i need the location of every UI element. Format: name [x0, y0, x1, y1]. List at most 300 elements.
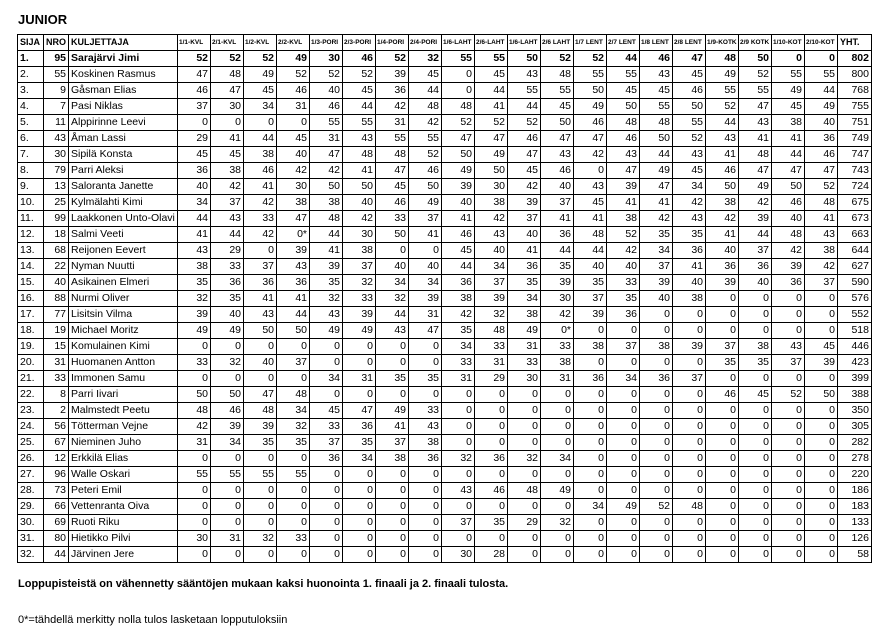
score-cell: 32: [343, 275, 376, 291]
score-cell: 47: [508, 147, 541, 163]
score-cell: 0: [772, 419, 805, 435]
number-cell: 56: [44, 419, 69, 435]
score-cell: 36: [508, 259, 541, 275]
score-cell: 52: [607, 227, 640, 243]
number-cell: 44: [44, 547, 69, 563]
score-cell: 43: [442, 483, 475, 499]
table-row: [18, 179, 872, 195]
position-cell: 10.: [18, 195, 44, 211]
score-cell: 39: [607, 179, 640, 195]
score-cell: 0: [442, 83, 475, 99]
score-cell: 42: [541, 307, 574, 323]
score-cell: 52: [640, 499, 673, 515]
score-cell: 0: [442, 387, 475, 403]
score-cell: 0: [310, 339, 343, 355]
number-cell: 73: [44, 483, 69, 499]
score-cell: 47: [442, 131, 475, 147]
driver-name-cell: Saloranta Janette: [69, 179, 178, 195]
score-cell: 50: [673, 99, 706, 115]
score-cell: 46: [673, 83, 706, 99]
score-cell: 48: [541, 67, 574, 83]
score-cell: 45: [673, 67, 706, 83]
table-row: [18, 451, 872, 467]
number-cell: 2: [44, 403, 69, 419]
note-asterisk: 0*=tähdellä merkitty nolla tulos lasketaan lopputuloksiin: [18, 614, 288, 626]
score-cell: 55: [706, 83, 739, 99]
score-cell: 43: [706, 131, 739, 147]
score-cell: 39: [409, 291, 442, 307]
score-cell: 35: [277, 435, 310, 451]
score-cell: 0: [739, 547, 772, 563]
header-race: 2/1-KVL: [211, 35, 244, 51]
score-cell: 47: [640, 179, 673, 195]
number-cell: 30: [44, 147, 69, 163]
score-cell: 46: [343, 51, 376, 67]
score-cell: 31: [310, 131, 343, 147]
score-cell: 0: [178, 547, 211, 563]
score-cell: 30: [310, 51, 343, 67]
score-cell: 42: [805, 259, 838, 275]
score-cell: 37: [706, 339, 739, 355]
score-cell: 42: [244, 195, 277, 211]
score-cell: 50: [640, 131, 673, 147]
score-cell: 0: [244, 339, 277, 355]
score-cell: 43: [673, 211, 706, 227]
score-cell: 31: [211, 531, 244, 547]
score-cell: 29: [178, 131, 211, 147]
score-cell: 0: [277, 451, 310, 467]
score-cell: 0: [409, 339, 442, 355]
position-cell: 24.: [18, 419, 44, 435]
score-cell: 0: [442, 467, 475, 483]
score-cell: 37: [442, 515, 475, 531]
score-cell: 34: [343, 451, 376, 467]
score-cell: 0: [541, 547, 574, 563]
score-cell: 50: [805, 387, 838, 403]
score-cell: 41: [772, 131, 805, 147]
score-cell: 40: [442, 195, 475, 211]
score-cell: 50: [277, 323, 310, 339]
score-cell: 34: [376, 275, 409, 291]
number-cell: 79: [44, 163, 69, 179]
number-cell: 22: [44, 259, 69, 275]
score-cell: 0: [475, 387, 508, 403]
score-cell: 42: [244, 227, 277, 243]
score-cell: 41: [310, 243, 343, 259]
header-race: 1/8 LENT: [640, 35, 673, 51]
score-cell: 39: [706, 275, 739, 291]
score-cell: 45: [343, 83, 376, 99]
score-cell: 0: [244, 115, 277, 131]
score-cell: 34: [409, 275, 442, 291]
score-cell: 44: [409, 83, 442, 99]
score-cell: 40: [607, 259, 640, 275]
score-cell: 34: [211, 435, 244, 451]
score-cell: 0: [739, 403, 772, 419]
score-cell: 52: [310, 67, 343, 83]
number-cell: 66: [44, 499, 69, 515]
score-cell: 38: [475, 195, 508, 211]
total-cell: 768: [838, 83, 872, 99]
score-cell: 50: [178, 387, 211, 403]
position-cell: 6.: [18, 131, 44, 147]
score-cell: 0: [376, 387, 409, 403]
number-cell: 25: [44, 195, 69, 211]
score-cell: 55: [277, 467, 310, 483]
table-row: [18, 419, 872, 435]
score-cell: 0: [541, 403, 574, 419]
score-cell: 46: [475, 483, 508, 499]
score-cell: 36: [805, 131, 838, 147]
score-cell: 0: [706, 323, 739, 339]
score-cell: 0: [541, 435, 574, 451]
score-cell: 0: [673, 387, 706, 403]
score-cell: 42: [178, 419, 211, 435]
score-cell: 49: [574, 99, 607, 115]
score-cell: 37: [409, 211, 442, 227]
total-cell: 800: [838, 67, 872, 83]
score-cell: 37: [739, 243, 772, 259]
score-cell: 35: [211, 291, 244, 307]
score-cell: 55: [607, 67, 640, 83]
score-cell: 0: [277, 499, 310, 515]
score-cell: 35: [607, 291, 640, 307]
score-cell: 41: [607, 195, 640, 211]
total-cell: 576: [838, 291, 872, 307]
score-cell: 0: [607, 515, 640, 531]
score-cell: 38: [508, 307, 541, 323]
score-cell: 45: [277, 131, 310, 147]
score-cell: 55: [541, 83, 574, 99]
position-cell: 21.: [18, 371, 44, 387]
score-cell: 0: [508, 467, 541, 483]
score-cell: 43: [376, 323, 409, 339]
score-cell: 43: [343, 131, 376, 147]
score-cell: 0: [772, 291, 805, 307]
score-cell: 0: [409, 499, 442, 515]
score-cell: 0: [277, 483, 310, 499]
score-cell: 37: [343, 259, 376, 275]
score-cell: 44: [541, 243, 574, 259]
score-cell: 37: [244, 259, 277, 275]
score-cell: 42: [706, 211, 739, 227]
score-cell: 40: [640, 291, 673, 307]
score-cell: 40: [772, 211, 805, 227]
score-cell: 0: [673, 435, 706, 451]
score-cell: 31: [409, 307, 442, 323]
score-cell: 52: [442, 115, 475, 131]
score-cell: 41: [409, 227, 442, 243]
score-cell: 44: [178, 211, 211, 227]
table-row: [18, 467, 872, 483]
score-cell: 0: [739, 435, 772, 451]
table-row: [18, 371, 872, 387]
table-row: [18, 131, 872, 147]
score-cell: 0: [739, 307, 772, 323]
total-cell: 724: [838, 179, 872, 195]
score-cell: 36: [673, 243, 706, 259]
score-cell: 41: [508, 243, 541, 259]
score-cell: 34: [640, 243, 673, 259]
header-pos: SIJA: [18, 35, 44, 51]
score-cell: 30: [475, 179, 508, 195]
number-cell: 69: [44, 515, 69, 531]
score-cell: 0: [772, 483, 805, 499]
score-cell: 31: [475, 355, 508, 371]
table-row: [18, 51, 872, 67]
score-cell: 0: [805, 515, 838, 531]
position-cell: 16.: [18, 291, 44, 307]
score-cell: 55: [376, 131, 409, 147]
score-cell: 48: [409, 99, 442, 115]
total-cell: 58: [838, 547, 872, 563]
score-cell: 40: [178, 179, 211, 195]
score-cell: 0: [211, 115, 244, 131]
score-cell: 41: [178, 227, 211, 243]
score-cell: 0: [805, 323, 838, 339]
score-cell: 0: [739, 419, 772, 435]
score-cell: 0: [178, 371, 211, 387]
score-cell: 0: [706, 371, 739, 387]
score-cell: 38: [706, 195, 739, 211]
score-cell: 55: [574, 67, 607, 83]
score-cell: 32: [244, 531, 277, 547]
score-cell: 45: [739, 387, 772, 403]
score-cell: 35: [574, 275, 607, 291]
score-cell: 0: [640, 323, 673, 339]
score-cell: 0: [376, 467, 409, 483]
score-cell: 0: [673, 419, 706, 435]
number-cell: 80: [44, 531, 69, 547]
score-cell: 0: [640, 531, 673, 547]
score-cell: 0: [277, 547, 310, 563]
score-cell: 45: [178, 147, 211, 163]
score-cell: 0: [442, 67, 475, 83]
score-cell: 50: [541, 115, 574, 131]
score-cell: 46: [772, 195, 805, 211]
score-cell: 35: [244, 435, 277, 451]
score-cell: 47: [739, 163, 772, 179]
score-cell: 41: [574, 211, 607, 227]
header-race: 1/2-KVL: [244, 35, 277, 51]
score-cell: 36: [409, 451, 442, 467]
table-row: [18, 515, 872, 531]
score-cell: 0: [541, 499, 574, 515]
score-cell: 0: [772, 547, 805, 563]
score-cell: 0: [673, 483, 706, 499]
total-cell: 749: [838, 131, 872, 147]
driver-name-cell: Parri Iivari: [69, 387, 178, 403]
score-cell: 39: [442, 179, 475, 195]
score-cell: 43: [739, 115, 772, 131]
driver-name-cell: Vettenranta Oiva: [69, 499, 178, 515]
score-cell: 41: [541, 211, 574, 227]
score-cell: 33: [409, 403, 442, 419]
score-cell: 0: [574, 451, 607, 467]
score-cell: 47: [607, 163, 640, 179]
score-cell: 46: [277, 83, 310, 99]
score-cell: 30: [178, 531, 211, 547]
header-race: 1/3-PORI: [310, 35, 343, 51]
driver-name-cell: Malmstedt Peetu: [69, 403, 178, 419]
score-cell: 35: [541, 259, 574, 275]
position-cell: 7.: [18, 147, 44, 163]
score-cell: 0: [607, 323, 640, 339]
score-cell: 44: [442, 259, 475, 275]
score-cell: 50: [244, 323, 277, 339]
total-cell: 186: [838, 483, 872, 499]
score-cell: 45: [409, 67, 442, 83]
score-cell: 0: [739, 515, 772, 531]
score-cell: 37: [277, 355, 310, 371]
score-cell: 0: [343, 531, 376, 547]
score-cell: 46: [211, 403, 244, 419]
score-cell: 0: [640, 419, 673, 435]
score-cell: 0: [673, 403, 706, 419]
score-cell: 38: [442, 291, 475, 307]
score-cell: 38: [310, 195, 343, 211]
score-cell: 42: [211, 179, 244, 195]
score-cell: 55: [805, 67, 838, 83]
score-cell: 41: [706, 227, 739, 243]
score-cell: 44: [574, 243, 607, 259]
score-cell: 36: [772, 275, 805, 291]
score-cell: 28: [475, 547, 508, 563]
position-cell: 3.: [18, 83, 44, 99]
score-cell: 0: [805, 419, 838, 435]
score-cell: 0: [772, 307, 805, 323]
score-cell: 44: [211, 227, 244, 243]
score-cell: 55: [211, 467, 244, 483]
score-cell: 32: [409, 51, 442, 67]
driver-name-cell: Salmi Veeti: [69, 227, 178, 243]
score-cell: 32: [211, 355, 244, 371]
score-cell: 34: [574, 499, 607, 515]
score-cell: 42: [640, 211, 673, 227]
score-cell: 46: [508, 131, 541, 147]
score-cell: 41: [244, 291, 277, 307]
score-cell: 0: [409, 467, 442, 483]
score-cell: 52: [574, 51, 607, 67]
score-cell: 48: [475, 323, 508, 339]
score-cell: 37: [178, 99, 211, 115]
score-cell: 0: [673, 323, 706, 339]
score-cell: 41: [343, 163, 376, 179]
header-race: 1/7 LENT: [574, 35, 607, 51]
score-cell: 39: [574, 307, 607, 323]
score-cell: 29: [211, 243, 244, 259]
score-cell: 0: [343, 483, 376, 499]
position-cell: 4.: [18, 99, 44, 115]
position-cell: 22.: [18, 387, 44, 403]
position-cell: 28.: [18, 483, 44, 499]
score-cell: 0: [673, 355, 706, 371]
score-cell: 52: [673, 131, 706, 147]
score-cell: 0: [343, 499, 376, 515]
score-cell: 49: [376, 403, 409, 419]
score-cell: 50: [508, 51, 541, 67]
score-cell: 49: [343, 323, 376, 339]
score-cell: 0: [805, 547, 838, 563]
score-cell: 38: [673, 291, 706, 307]
total-cell: 350: [838, 403, 872, 419]
total-cell: 399: [838, 371, 872, 387]
score-cell: 30: [277, 179, 310, 195]
score-cell: 0: [343, 515, 376, 531]
score-cell: 40: [508, 227, 541, 243]
table-row: [18, 499, 872, 515]
score-cell: 52: [376, 51, 409, 67]
score-cell: 0: [409, 547, 442, 563]
score-cell: 48: [343, 147, 376, 163]
score-cell: 0: [178, 515, 211, 531]
score-cell: 39: [772, 259, 805, 275]
score-cell: 33: [244, 211, 277, 227]
score-cell: 0: [805, 403, 838, 419]
score-cell: 50: [607, 99, 640, 115]
score-cell: 41: [442, 211, 475, 227]
score-cell: 0: [805, 291, 838, 307]
score-cell: 0: [706, 419, 739, 435]
score-cell: 36: [541, 227, 574, 243]
score-cell: 35: [673, 227, 706, 243]
table-row: [18, 83, 872, 99]
score-cell: 0: [640, 515, 673, 531]
score-cell: 0: [574, 387, 607, 403]
score-cell: 34: [541, 451, 574, 467]
score-cell: 35: [442, 323, 475, 339]
score-cell: 35: [178, 275, 211, 291]
score-cell: 0: [211, 483, 244, 499]
driver-name-cell: Sarajärvi Jimi: [69, 51, 178, 67]
score-cell: 32: [310, 291, 343, 307]
score-cell: 0: [607, 403, 640, 419]
score-cell: 0: [178, 115, 211, 131]
score-cell: 0: [673, 547, 706, 563]
table-row: [18, 115, 872, 131]
score-cell: 33: [343, 291, 376, 307]
score-cell: 52: [805, 179, 838, 195]
driver-name-cell: Koskinen Rasmus: [69, 67, 178, 83]
score-cell: 0: [508, 403, 541, 419]
score-cell: 0: [343, 355, 376, 371]
score-cell: 43: [673, 147, 706, 163]
score-cell: 0: [607, 451, 640, 467]
total-cell: 747: [838, 147, 872, 163]
score-cell: 45: [805, 339, 838, 355]
score-cell: 37: [310, 435, 343, 451]
score-cell: 0: [244, 547, 277, 563]
score-cell: 48: [607, 115, 640, 131]
score-cell: 46: [706, 387, 739, 403]
score-cell: 41: [706, 147, 739, 163]
score-cell: 0: [772, 435, 805, 451]
driver-name-cell: Alppirinne Leevi: [69, 115, 178, 131]
score-cell: 0: [310, 515, 343, 531]
score-cell: 0: [211, 451, 244, 467]
score-cell: 30: [442, 547, 475, 563]
score-cell: 0: [376, 515, 409, 531]
score-cell: 31: [541, 371, 574, 387]
position-cell: 17.: [18, 307, 44, 323]
score-cell: 34: [244, 99, 277, 115]
score-cell: 50: [739, 51, 772, 67]
number-cell: 55: [44, 67, 69, 83]
score-cell: 47: [277, 211, 310, 227]
score-cell: 38: [772, 115, 805, 131]
total-cell: 388: [838, 387, 872, 403]
score-cell: 42: [277, 163, 310, 179]
